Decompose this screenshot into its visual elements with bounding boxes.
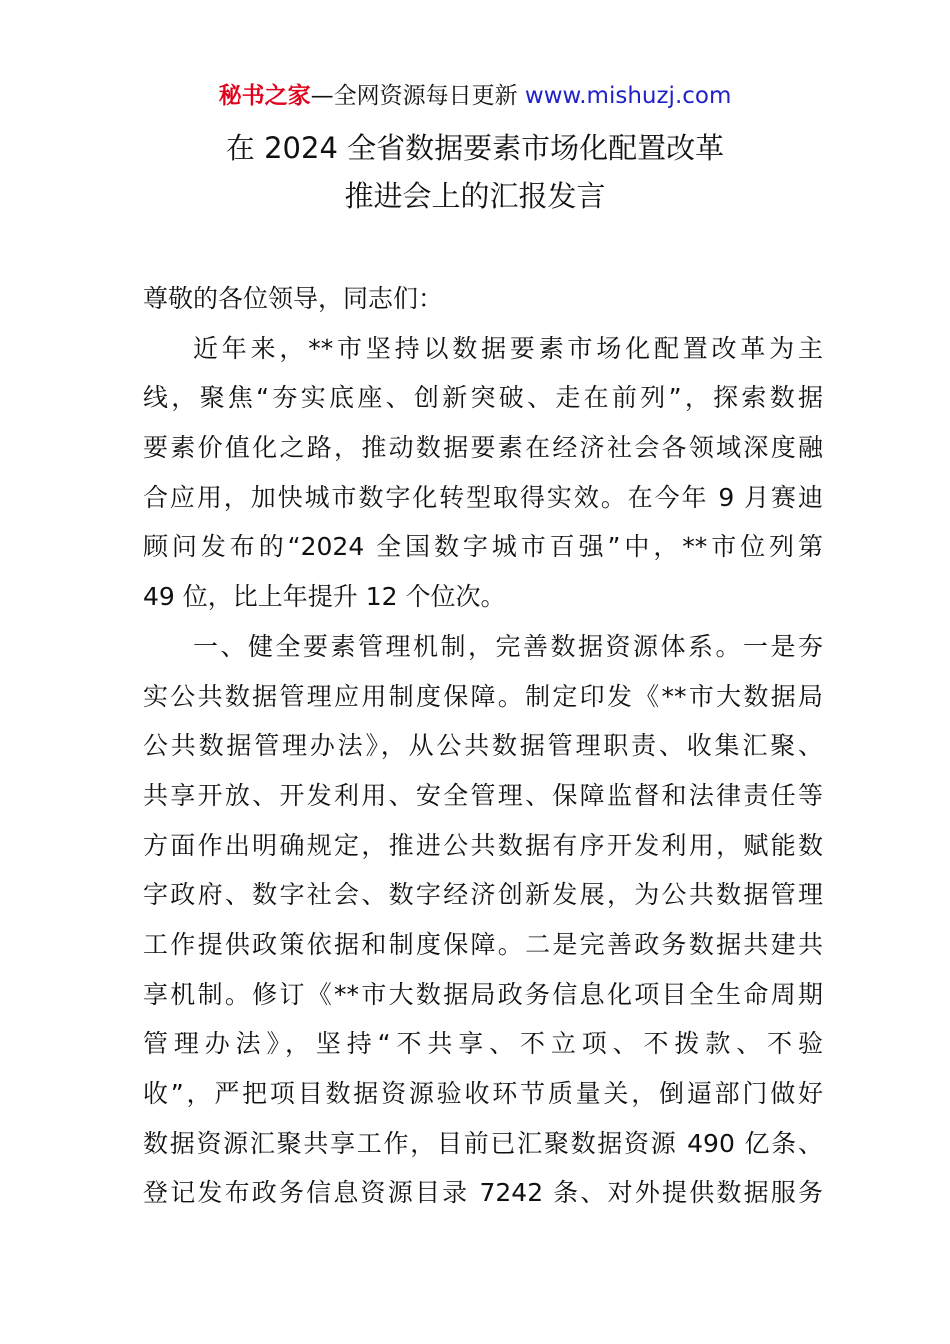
- paragraph-line: 一、健全要素管理机制，完善数据资源体系。一是夯: [193, 631, 823, 661]
- paragraph-line: 实公共数据管理应用制度保障。制定印发《**市大数据局: [143, 681, 823, 711]
- paragraph-line: 公共数据管理办法》，从公共数据管理职责、收集汇聚、: [143, 731, 823, 761]
- paragraph-line: 近年来，**市坚持以数据要素市场化配置改革为主: [193, 333, 823, 363]
- site-header: [0, 80, 950, 112]
- paragraph-line: 共享开放、开发利用、安全管理、保障监督和法律责任等: [143, 780, 823, 810]
- paragraph-line: 字政府、数字社会、数字经济创新发展，为公共数据管理: [143, 880, 823, 910]
- paragraph-line: 登记发布政务信息资源目录 7242 条、对外提供数据服务: [143, 1178, 823, 1208]
- paragraph-line: 线，聚焦“夯实底座、创新突破、走在前列”，探索数据: [143, 383, 823, 413]
- paragraph-line: 要素价值化之路，推动数据要素在经济社会各领域深度融: [143, 433, 823, 463]
- site-tagline: —全网资源每日更新: [310, 83, 525, 109]
- paragraph-line: 方面作出明确规定，推进公共数据有序开发利用，赋能数: [143, 830, 823, 860]
- paragraph-line: 49 位，比上年提升 12 个位次。: [143, 582, 506, 612]
- paragraph-line: 合应用，加快城市数字化转型取得实效。在今年 9 月赛迪: [143, 482, 823, 512]
- brand-name: 秘书之家: [218, 83, 311, 109]
- paragraph-line: 工作提供政策依据和制度保障。二是完善政务数据共建共: [143, 929, 823, 959]
- salutation: 尊敬的各位领导，同志们：: [143, 284, 444, 313]
- paragraph-line: 顾问发布的“2024 全国数字城市百强”中，**市位列第: [143, 532, 823, 562]
- paragraph-line: 数据资源汇聚共享工作，目前已汇聚数据资源 490 亿条、: [143, 1128, 823, 1158]
- paragraph-line: 收”，严把项目数据资源验收环节质量关，倒逼部门做好: [143, 1079, 823, 1108]
- document-title-line-2: 推进会上的汇报发言: [344, 179, 606, 213]
- document-body: [143, 274, 823, 1218]
- paragraph-line: 享机制。修订《**市大数据局政务信息化项目全生命周期: [143, 979, 823, 1009]
- document-title-line-1: 在 2024 全省数据要素市场化配置改革: [225, 131, 725, 165]
- site-url-link[interactable]: www.mishuzj.com: [524, 83, 732, 109]
- paragraph-line: 管理办法》，坚持“不共享、不立项、不拨款、不验: [143, 1029, 823, 1059]
